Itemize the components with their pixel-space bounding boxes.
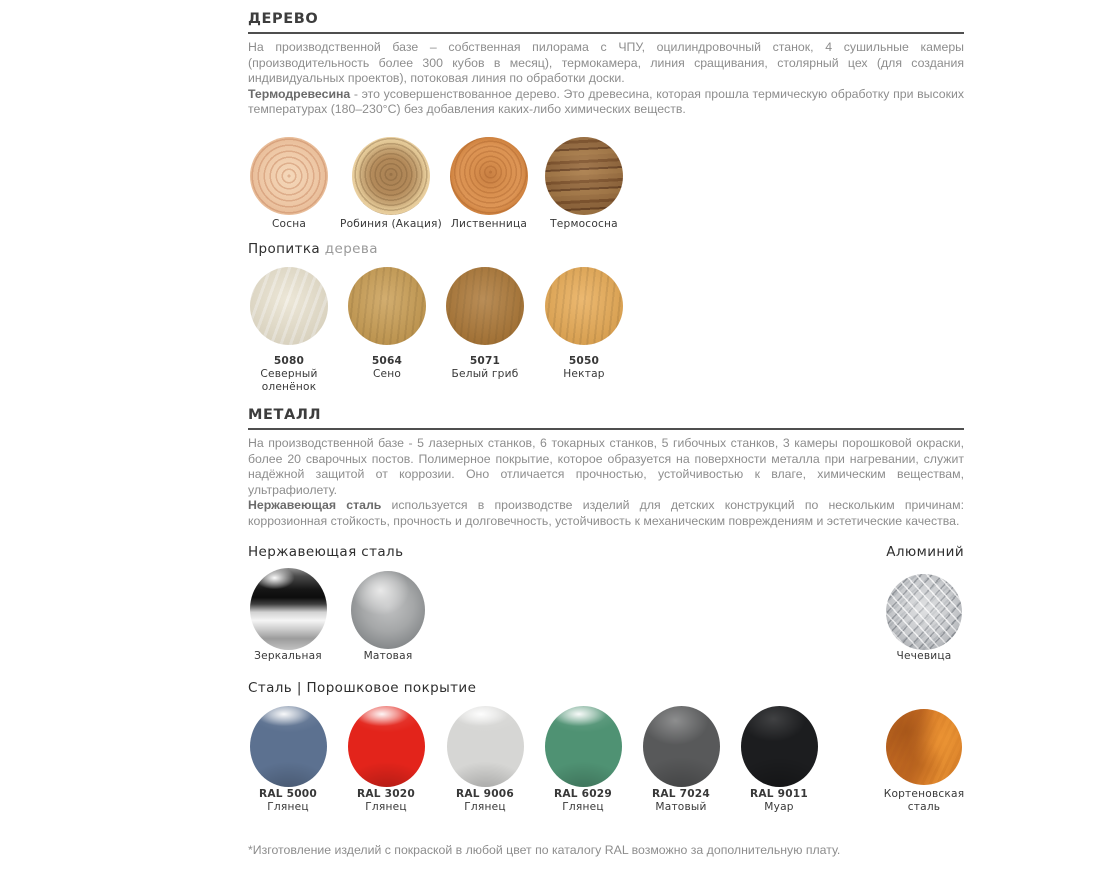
wood-paragraph-2-rest: - это усовершенствованное дерево. Это древесина, которая прошла термическую обработку при высоких температурах (180–230°С) без добавления каких-либо химических веществ. bbox=[248, 86, 964, 117]
metal-description bbox=[248, 436, 964, 530]
metal-paragraph-1: На производственной базе - 5 лазерных станков, 6 токарных станков, 5 гибочных станков, 3 камеры порошковой окраски, более 20 сварочных постов. Полимерное покрытие, которое образуется на поверхности металла при нагревании, служит надёжной защитой от коррозии. Оно отличается прочностью, устойчивостью к влаге, химическим веществам, ультрафиолету. bbox=[248, 436, 964, 497]
swatch-5080-name: Северный оленёнок bbox=[260, 368, 318, 393]
swatch-thermopine bbox=[545, 137, 623, 215]
wood-paragraph-2-lead: Термодревесина bbox=[248, 86, 351, 101]
swatch-larch bbox=[450, 137, 528, 215]
swatch-robinia-label: Робиния (Акация) bbox=[340, 218, 442, 230]
ral-5000-code: RAL 5000 bbox=[259, 788, 317, 800]
swatch-pine bbox=[250, 137, 328, 215]
impregnation-title bbox=[248, 241, 378, 257]
metal-paragraph-2 bbox=[248, 498, 964, 529]
swatch-5050-label bbox=[538, 355, 630, 381]
swatch-5050-name: Нектар bbox=[563, 368, 605, 380]
ral-7024-code: RAL 7024 bbox=[652, 788, 710, 800]
swatch-aluminum-lentil-label: Чечевица bbox=[896, 650, 952, 662]
impregnation-title-main: Пропитка bbox=[248, 241, 321, 257]
swatch-ral-3020 bbox=[348, 706, 425, 787]
swatch-5050-code: 5050 bbox=[568, 355, 600, 367]
powder-title: Сталь | Порошковое покрытие bbox=[248, 680, 477, 696]
swatch-matte-steel bbox=[351, 571, 425, 649]
swatch-5071-name: Белый гриб bbox=[451, 368, 519, 380]
swatch-5050 bbox=[545, 267, 623, 345]
swatch-thermopine-label: Термососна bbox=[550, 218, 618, 230]
ral-3020-code: RAL 3020 bbox=[357, 788, 415, 800]
ral-6029-code: RAL 6029 bbox=[554, 788, 612, 800]
swatch-matte-steel-label: Матовая bbox=[363, 650, 413, 662]
swatch-5071-code: 5071 bbox=[469, 355, 501, 367]
swatch-5064-name: Сено bbox=[372, 368, 402, 380]
footer-note: *Изготовление изделий с покраской в любой цвет по каталогу RAL возможно за дополнительную плату. bbox=[248, 843, 841, 857]
metal-paragraph-2-lead: Нержавеющая сталь bbox=[248, 498, 382, 513]
impregnation-title-sub: дерева bbox=[320, 241, 378, 257]
swatch-ral-9011-label bbox=[719, 788, 839, 814]
wood-paragraph-2 bbox=[248, 87, 964, 118]
stainless-title: Нержавеющая сталь bbox=[248, 544, 404, 560]
ral-9011-finish: Муар bbox=[764, 801, 794, 813]
ral-7024-finish: Матовый bbox=[655, 801, 707, 813]
swatch-ral-9006 bbox=[447, 706, 524, 787]
aluminum-title: Алюминий bbox=[886, 544, 964, 560]
ral-9006-finish: Глянец bbox=[464, 801, 506, 813]
ral-9011-code: RAL 9011 bbox=[750, 788, 808, 800]
swatch-ral-7024 bbox=[643, 706, 720, 787]
wood-section-divider bbox=[248, 32, 964, 34]
swatch-5080-label bbox=[243, 355, 335, 394]
ral-9006-code: RAL 9006 bbox=[456, 788, 514, 800]
swatch-5064-label bbox=[341, 355, 433, 381]
metal-paragraph-2-rest: используется в производстве изделий для детских конструкций по нескольким причинам: коррозионная стойкость, прочность и долговечность, устойчивость к механическим повреждениям и эстетические качества. bbox=[248, 498, 964, 528]
swatch-5064-code: 5064 bbox=[371, 355, 403, 367]
swatch-ral-6029 bbox=[545, 706, 622, 787]
swatch-ral-9011 bbox=[741, 706, 818, 787]
swatch-5071-label bbox=[439, 355, 531, 381]
swatch-ral-5000 bbox=[250, 706, 327, 787]
wood-description bbox=[248, 40, 964, 118]
swatch-5080 bbox=[250, 267, 328, 345]
wood-paragraph-1: На производственной базе – собственная пилорама с ЧПУ, оцилиндровочный станок, 4 сушильные камеры (производительность более 300 кубов в месяц), термокамера, линия сращивания, столярный цех (для создания индивидуальных проектов), потоковая линия по обработки доски. bbox=[248, 40, 964, 86]
swatch-5064 bbox=[348, 267, 426, 345]
swatch-mirror-steel-label: Зеркальная bbox=[254, 650, 322, 662]
ral-3020-finish: Глянец bbox=[365, 801, 407, 813]
swatch-corten-steel bbox=[886, 709, 962, 785]
ral-6029-finish: Глянец bbox=[562, 801, 604, 813]
swatch-mirror-steel bbox=[250, 568, 327, 650]
metal-section-title: МЕТАЛЛ bbox=[248, 407, 322, 423]
swatch-pine-label: Сосна bbox=[271, 218, 307, 230]
swatch-aluminum-lentil bbox=[886, 574, 962, 650]
swatch-robinia bbox=[352, 137, 430, 215]
wood-section-title: ДЕРЕВО bbox=[248, 11, 319, 27]
swatch-corten-steel-label: Кортеновская сталь bbox=[883, 788, 965, 813]
swatch-5080-code: 5080 bbox=[273, 355, 305, 367]
metal-section-divider bbox=[248, 428, 964, 430]
swatch-larch-label: Лиственница bbox=[450, 218, 528, 230]
ral-5000-finish: Глянец bbox=[267, 801, 309, 813]
swatch-5071 bbox=[446, 267, 524, 345]
